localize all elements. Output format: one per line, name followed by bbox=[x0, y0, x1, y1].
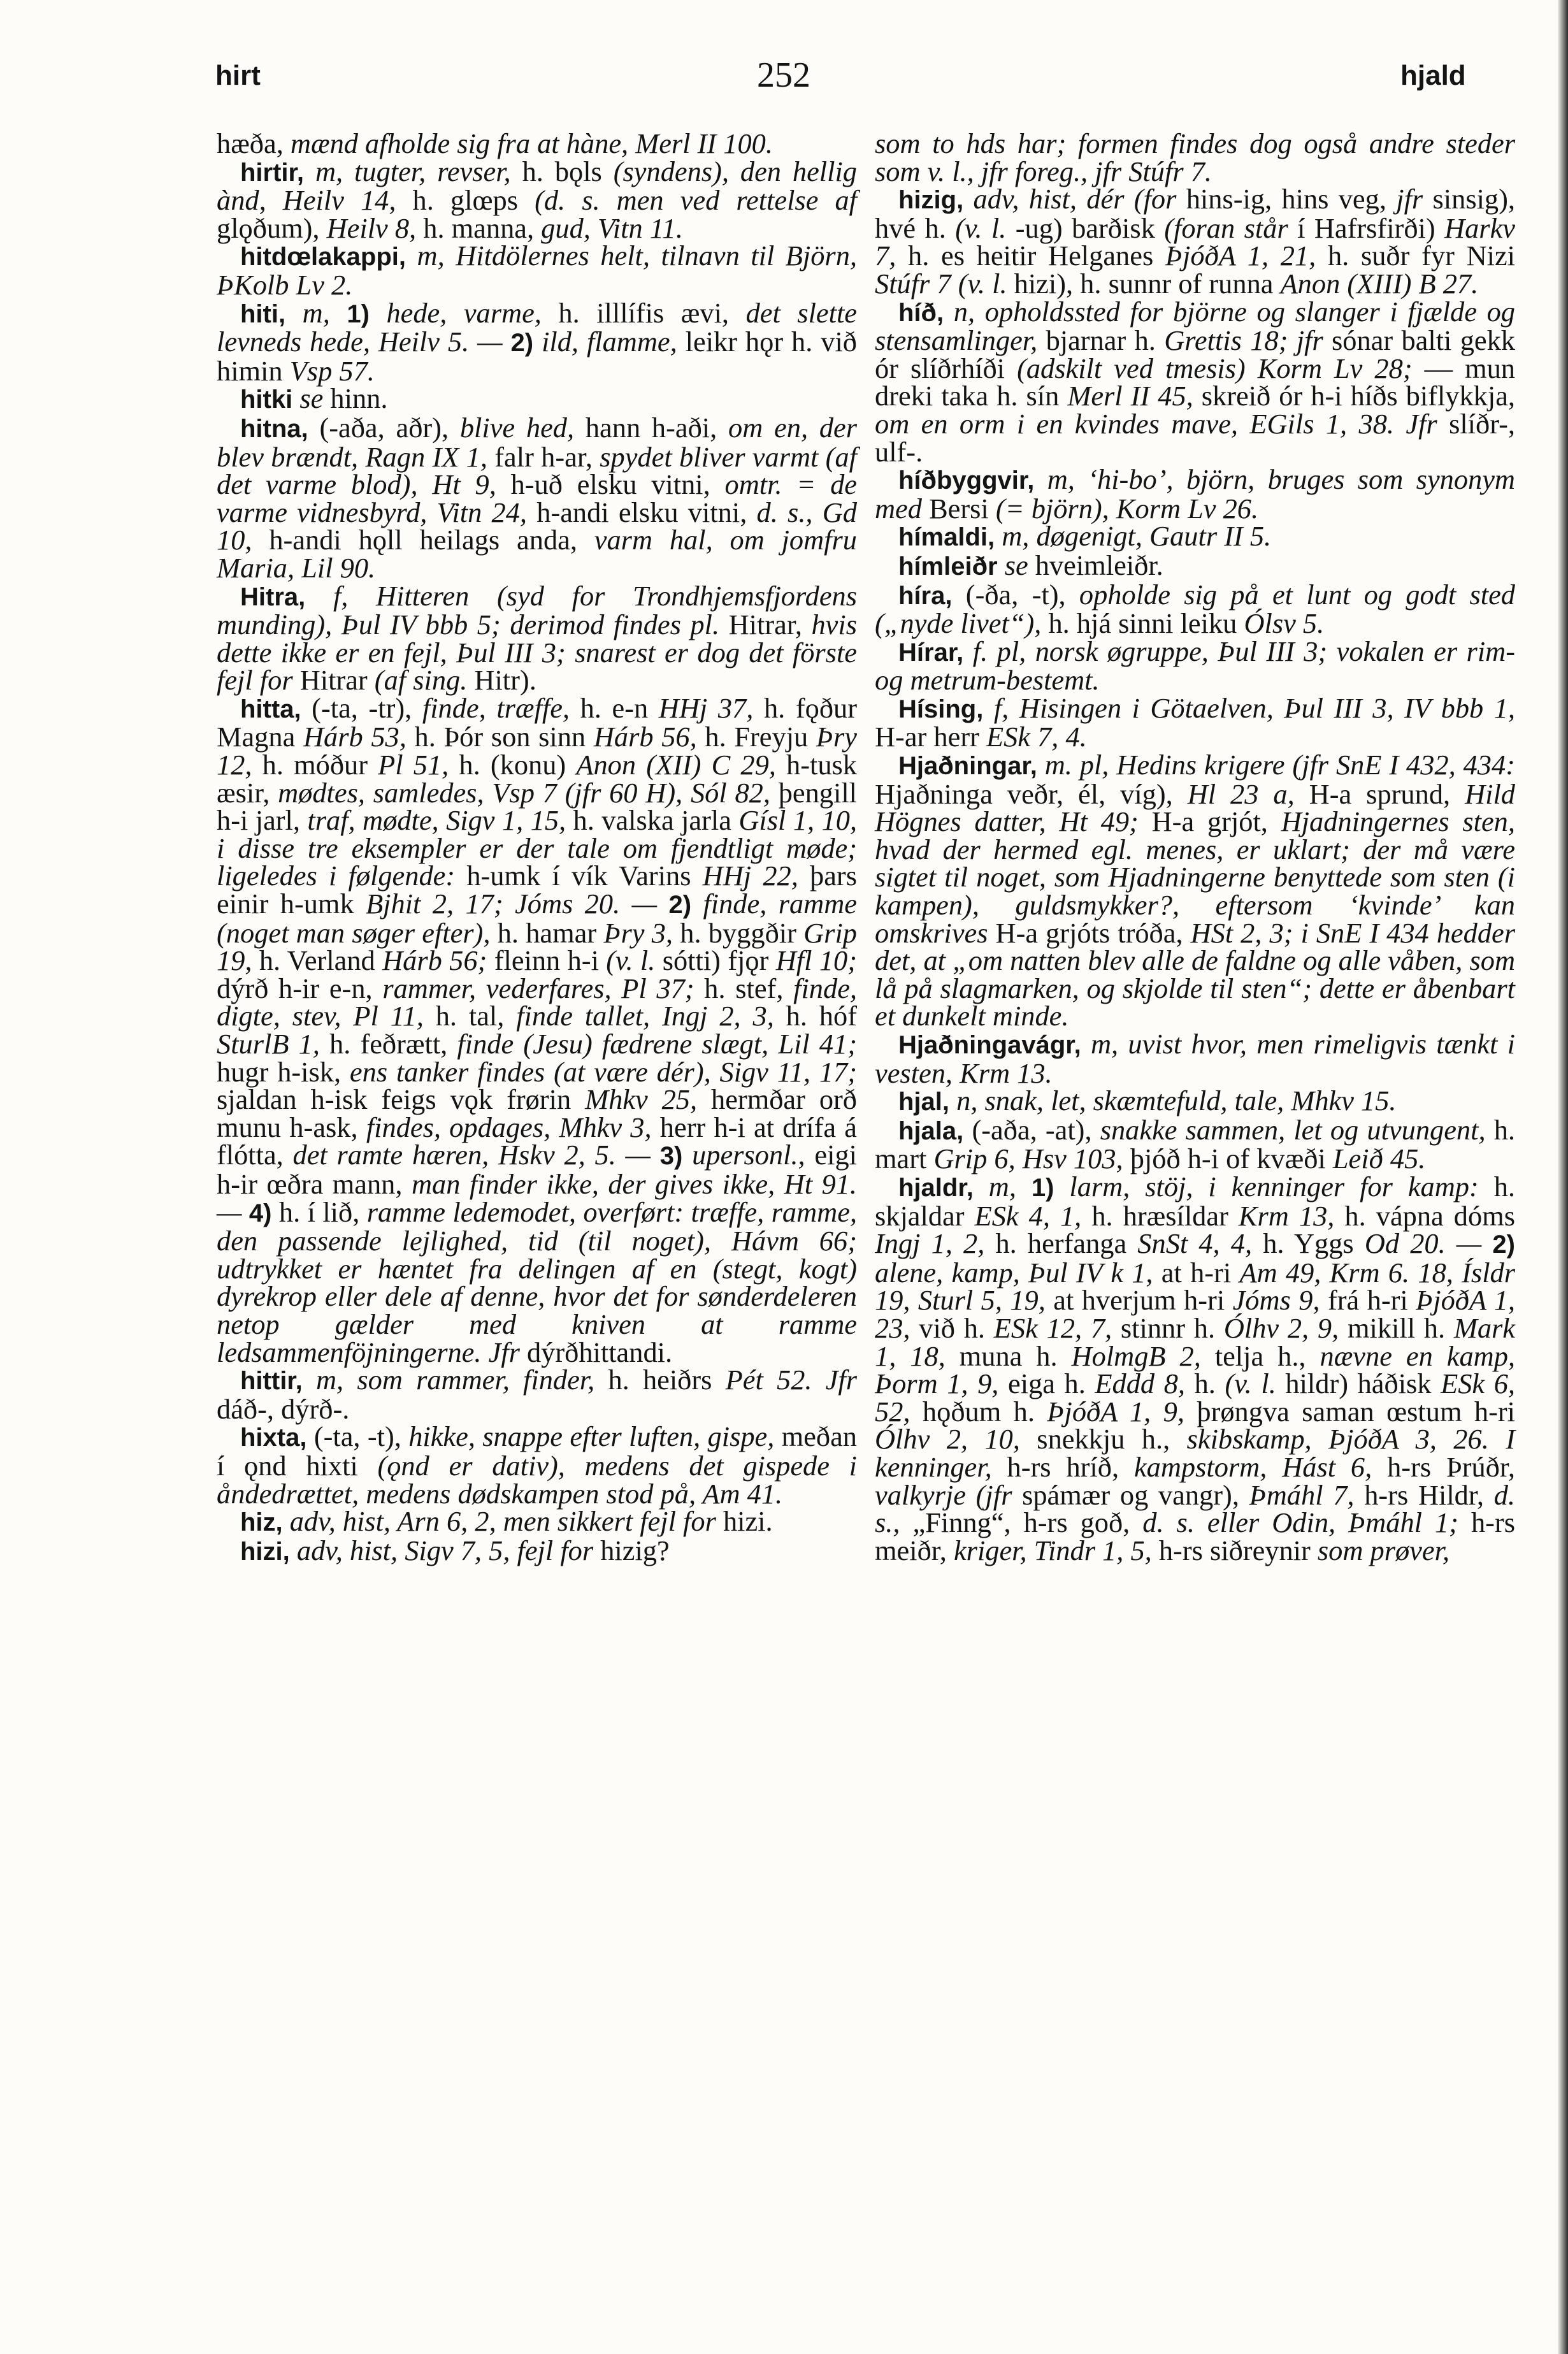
entry-gloss: spydet bliver varmt (af det varme blod), Ht 9, bbox=[217, 440, 857, 501]
entry-gloss: Bjhit 2, 17; Jóms 20. — bbox=[366, 888, 669, 920]
entry-gloss: Pl 51, bbox=[378, 749, 459, 781]
entry-gloss: Ólhv 2, 9, bbox=[1223, 1311, 1348, 1344]
entry-text: h-rs siðreynir bbox=[1158, 1534, 1318, 1566]
entry-gloss: mødtes, samledes, Vsp 7 (jfr 60 H), Sól 82, bbox=[278, 776, 779, 809]
entry-text: h. hamar bbox=[497, 916, 604, 949]
entry-gloss: hvis dette ikke er en fejl, Þul III 3; snarest er dog det förste fejl for bbox=[217, 609, 857, 697]
entry-gloss: ESk 4, 1, bbox=[974, 1199, 1092, 1232]
entry-text: við h. bbox=[919, 1311, 994, 1344]
entry-text: snekkju h., bbox=[1037, 1423, 1187, 1455]
headword: hirtir, bbox=[240, 158, 315, 187]
entry-gloss: m, bbox=[302, 296, 347, 329]
entry-text: (-ða, -t), bbox=[965, 578, 1079, 610]
entry-text: H-a sprund, bbox=[1309, 777, 1465, 810]
entry-gloss: traf, mødte, Sigv 1, 15, bbox=[307, 804, 573, 837]
entry-gloss: Leið 45. bbox=[1332, 1143, 1426, 1175]
entry-text: sótti) fjǫr bbox=[662, 944, 776, 977]
dictionary-entry bbox=[875, 520, 1515, 552]
dictionary-entry bbox=[875, 1030, 1515, 1087]
entry-text: h-rs Þrúðr, bbox=[1387, 1450, 1515, 1483]
dictionary-entry bbox=[875, 751, 1515, 1030]
entry-gloss: (= björn), Korm Lv 26. bbox=[995, 492, 1259, 524]
entry-text: hizig? bbox=[600, 1534, 670, 1566]
entry-text: hizi), h. sunnr of runna bbox=[1014, 267, 1281, 300]
entry-gloss: Heilv 8, bbox=[326, 212, 424, 244]
entry-gloss: (d. s. men ved rettelse af bbox=[535, 184, 857, 217]
entry-text: hildr) háðisk bbox=[1285, 1368, 1441, 1400]
headword: hímleiðr bbox=[898, 552, 1005, 581]
entry-text: h-tusk æsir, bbox=[217, 749, 857, 809]
entry-gloss: man finder ikke, der gives ikke, Ht 91. — bbox=[217, 1167, 857, 1228]
headword: hiti, bbox=[240, 300, 303, 328]
entry-text: h-uð elsku vitni, bbox=[510, 468, 725, 501]
entry-text: þengill h-i jarl, bbox=[217, 776, 857, 837]
page-edge-shadow bbox=[1558, 0, 1568, 2354]
entry-gloss: omtr. = de varme vidnesbyrd, Vitn 24, bbox=[217, 468, 857, 528]
entry-gloss: HSt 2, 3; i SnE I 434 hedder det, at „om natten blev alle de faldne og alle våben, som lå på slagmarken, og skjolde til sten“; dette er åbenbart et dunkelt minde. bbox=[875, 916, 1516, 1032]
entry-gloss: nævne en kamp, Þorm 1, 9, bbox=[875, 1339, 1515, 1400]
entry-gloss: (v. l. bbox=[606, 944, 663, 977]
entry-text: Hitrar, bbox=[728, 609, 812, 641]
entry-gloss: Grip 19, bbox=[217, 916, 857, 977]
entry-text: dýrð h-ir e-n, bbox=[217, 972, 383, 1004]
dictionary-entry bbox=[875, 1170, 1516, 1566]
entry-gloss: Od 20. — bbox=[1364, 1227, 1493, 1260]
entry-text: bjarnar h. bbox=[1046, 324, 1165, 357]
entry-gloss: SnSt 4, 4, bbox=[1137, 1227, 1263, 1260]
entry-gloss: kampstorm, Hást 6, bbox=[1133, 1450, 1388, 1483]
headword: hitki bbox=[240, 386, 300, 414]
entry-text: h. heiðrs bbox=[608, 1364, 726, 1396]
headword: Hísing, bbox=[898, 695, 994, 723]
entry-text: h. (konu) bbox=[459, 749, 577, 781]
dictionary-entry bbox=[217, 155, 857, 244]
entry-gloss: kriger, Tindr 1, 5, bbox=[953, 1534, 1159, 1566]
entry-gloss: snakke sammen, let og utvungent, bbox=[1100, 1113, 1494, 1146]
entry-text: h. Þór son sinn bbox=[414, 721, 594, 753]
entry-text: fleinn h-i bbox=[494, 944, 607, 977]
entry-text: h-umk í vík Varins bbox=[466, 860, 703, 892]
page-number: 252 bbox=[757, 55, 810, 95]
entry-gloss: Hárb 56; bbox=[382, 944, 494, 977]
entry-gloss: m, tugter, revser, bbox=[315, 155, 522, 187]
entry-gloss: mænd afholde sig fra at hàne, Merl II 100. bbox=[290, 127, 773, 159]
dictionary-entry bbox=[875, 691, 1515, 753]
entry-text: h. glœps bbox=[412, 184, 535, 217]
entry-gloss: adv, hist, Arn 6, 2, men sikkert fejl for bbox=[289, 1505, 723, 1538]
entry-gloss: Krm 13, bbox=[1238, 1199, 1345, 1232]
entry-text: hugr h-isk, bbox=[217, 1055, 350, 1088]
entry-gloss: blive hed, bbox=[459, 411, 586, 444]
entry-text: dáð-, dýrð-. bbox=[217, 1392, 350, 1425]
entry-gloss: det slette levneds hede, Heilv 5. — bbox=[217, 296, 857, 358]
headword: hittir, bbox=[240, 1367, 316, 1396]
entry-gloss: Hl 23 a, bbox=[1187, 777, 1309, 810]
left-column bbox=[217, 127, 858, 1566]
entry-gloss: ESk 6, 52, bbox=[875, 1368, 1515, 1427]
entry-gloss: om en orm i en kvindes mave, EGils 1, 38. Jfr bbox=[875, 407, 1449, 440]
dictionary-entry bbox=[875, 1087, 1515, 1116]
entry-text: h-rs meiðr, bbox=[875, 1506, 1515, 1566]
header-guide-word-left: hirt bbox=[215, 60, 261, 91]
entry-gloss: varm hal, om jomfru Maria, Lil 90. bbox=[217, 524, 857, 584]
entry-gloss: (adskilt ved tmesis) Korm Lv 28; bbox=[1017, 352, 1425, 384]
entry-gloss: om en, der blev brændt, Ragn IX 1, bbox=[217, 411, 857, 473]
entry-text: hæða, bbox=[217, 127, 291, 159]
entry-gloss: Mark 1, 18, bbox=[875, 1311, 1515, 1372]
entry-gloss: Grettis 18; jfr bbox=[1164, 324, 1332, 357]
entry-text: -ug) barðisk bbox=[1015, 212, 1165, 244]
entry-text: spámær og vangr), bbox=[1022, 1478, 1249, 1511]
headword: hixta, bbox=[240, 1424, 314, 1452]
entry-text: muna h. bbox=[959, 1339, 1072, 1372]
entry-gloss: valkyrje (jfr bbox=[875, 1478, 1023, 1511]
dictionary-entry bbox=[217, 242, 857, 299]
running-head bbox=[0, 55, 1568, 106]
entry-gloss: se bbox=[1004, 549, 1035, 581]
entry-text: (-ta, -tr), bbox=[312, 691, 422, 724]
entry-gloss: f. pl, norsk øgruppe, Þul III 3; vokalen er rim- og metrum-bestemt. bbox=[875, 635, 1515, 697]
entry-gloss: Pét 52. Jfr bbox=[725, 1364, 857, 1396]
entry-text: h. Verland bbox=[259, 944, 383, 977]
headword: hjaldr, bbox=[898, 1173, 989, 1202]
entry-gloss: HolmgB 2, bbox=[1071, 1339, 1215, 1372]
entry-gloss: Þry 3, bbox=[603, 916, 680, 949]
header-guide-word-right: hjald bbox=[1400, 60, 1466, 91]
entry-gloss: (v. l. bbox=[1225, 1368, 1286, 1400]
entry-gloss: hede, varme, bbox=[386, 296, 559, 329]
entry-gloss: ens tanker findes (at være dér), Sigv 11, 17; bbox=[349, 1055, 857, 1088]
dictionary-entry bbox=[217, 1505, 857, 1538]
entry-gloss: rammer, vederfares, Pl 37; bbox=[382, 972, 705, 1004]
entry-text: h. Yggs bbox=[1263, 1227, 1365, 1260]
entry-text: eiga h. bbox=[1008, 1368, 1095, 1400]
entry-gloss: Þmáhl 7, bbox=[1249, 1478, 1365, 1511]
entry-gloss: hikke, snappe efter luften, gispe, bbox=[408, 1420, 782, 1453]
entry-text: h. herfanga bbox=[995, 1227, 1138, 1260]
entry-text: h-rs Hildr, bbox=[1364, 1478, 1494, 1511]
entry-text: hermðar orð munu h-ask, bbox=[217, 1083, 858, 1143]
entry-gloss: Vsp 57. bbox=[289, 354, 375, 387]
entry-gloss: Eddd 8, bbox=[1095, 1368, 1195, 1400]
entry-gloss: alene, kamp, Þul IV k 1, bbox=[875, 1256, 1162, 1289]
entry-text: (-aða, -at), bbox=[972, 1113, 1100, 1146]
entry-text: Hitr). bbox=[474, 664, 536, 697]
entry-text: h. feðrætt, bbox=[329, 1028, 457, 1060]
dictionary-entry bbox=[875, 549, 1515, 581]
entry-gloss: finde, digte, stev, Pl 11, bbox=[217, 972, 857, 1032]
entry-text: h. fǫður Magna bbox=[217, 691, 857, 753]
entry-text: glǫðum), bbox=[217, 212, 327, 244]
dictionary-entry bbox=[217, 1366, 857, 1423]
entry-gloss: m, ‘hi-bo’, björn, bruges som synonym med bbox=[875, 463, 1515, 524]
entry-gloss: HHj 37, bbox=[658, 691, 764, 724]
entry-gloss: m. pl, Hedins krigere (jfr SnE I 432, 434: bbox=[1044, 749, 1515, 781]
entry-text: h. es heitir Helganes bbox=[908, 240, 1165, 272]
entry-gloss: ild, flamme, bbox=[542, 326, 686, 358]
entry-text: þars einir h-umk bbox=[217, 860, 857, 920]
entry-text: h. móður bbox=[262, 749, 378, 781]
entry-text: H-ar herr bbox=[875, 721, 986, 753]
entry-gloss: Hárb 56, bbox=[593, 721, 705, 753]
headword: híra, bbox=[898, 581, 966, 610]
entry-gloss: se bbox=[299, 382, 331, 415]
entry-text: h. mart bbox=[875, 1113, 1515, 1175]
entry-text: h. stef, bbox=[704, 972, 794, 1004]
entry-gloss: (ǫnd er dativ), medens det gispede i åndedrættet, medens dødskampen stod på, Am 41. bbox=[217, 1449, 857, 1510]
entry-gloss: Ólsv 5. bbox=[1244, 607, 1325, 640]
headword: Hjaðningar, bbox=[898, 752, 1045, 781]
dictionary-entry bbox=[217, 1534, 857, 1566]
headword: hitdœlakappi, bbox=[240, 243, 417, 271]
continued-entry bbox=[875, 127, 1515, 187]
headword: Hírar, bbox=[898, 638, 973, 667]
headword: hitta, bbox=[240, 695, 312, 723]
entry-gloss: Anon (XIII) B 27. bbox=[1280, 267, 1479, 300]
entry-gloss: finde (Jesu) fædrene slægt, Lil 41; bbox=[457, 1028, 857, 1060]
entry-text: hann h-aði, bbox=[585, 411, 729, 444]
entry-gloss: ESk 7, 4. bbox=[986, 721, 1087, 753]
entry-text: mikill h. bbox=[1347, 1311, 1454, 1344]
entry-text: þjóð h-i of kvæði bbox=[1130, 1143, 1333, 1175]
entry-gloss: larm, stöj, i kenninger for kamp: bbox=[1069, 1170, 1494, 1202]
dictionary-entry bbox=[875, 463, 1515, 524]
dictionary-entry bbox=[217, 411, 858, 584]
entry-gloss: finde, træffe, bbox=[422, 691, 580, 724]
dictionary-entry bbox=[875, 185, 1515, 298]
dictionary-entry bbox=[217, 1420, 857, 1510]
entry-gloss: (v. l. bbox=[955, 212, 1016, 244]
entry-gloss: finde, ramme (noget man søger efter), bbox=[217, 888, 857, 949]
entry-text: h. manna, bbox=[423, 212, 542, 244]
entry-text: stinnr h. bbox=[1120, 1311, 1224, 1344]
entry-text: eigi h-ir œðra mann, bbox=[217, 1139, 857, 1200]
sense-number: 2) bbox=[668, 891, 703, 920]
entry-text: í Hafrsfirði) bbox=[1297, 212, 1445, 244]
dictionary-entry bbox=[875, 635, 1515, 697]
entry-text: h. Freyju bbox=[705, 721, 816, 753]
entry-gloss: Harkv 7, bbox=[875, 212, 1515, 272]
entry-gloss: f, Hisingen i Götaelven, Þul III 3, IV bbb 1, bbox=[993, 691, 1515, 724]
entry-gloss: m, bbox=[988, 1170, 1032, 1202]
entry-text: h. bbox=[1194, 1368, 1225, 1400]
entry-text: h. bǫls bbox=[522, 155, 614, 187]
entry-text: h. í lið, bbox=[278, 1195, 367, 1228]
headword: hiz, bbox=[240, 1508, 290, 1537]
entry-text: skreið ór h-i híðs biflykkja, bbox=[1201, 380, 1515, 412]
entry-gloss: Ingj 1, 2, bbox=[875, 1227, 996, 1260]
entry-text: — mun dreki taka h. sín bbox=[875, 352, 1515, 412]
entry-text: dýrðhittandi. bbox=[526, 1336, 673, 1368]
entry-text: hveimleiðr. bbox=[1035, 549, 1163, 581]
entry-text: h-andi hǫll heilags anda, bbox=[269, 524, 594, 556]
headword: hizig, bbox=[898, 186, 974, 215]
entry-gloss: (syndens), den hellig ànd, Heilv 14, bbox=[217, 155, 857, 217]
headword: hitna, bbox=[240, 414, 320, 443]
entry-text: h. e-n bbox=[580, 691, 659, 724]
entry-gloss: ÞjóðA 1, 21, bbox=[1165, 240, 1328, 272]
entry-gloss: m, som rammer, finder, bbox=[316, 1364, 608, 1396]
entry-text: h. hræsíldar bbox=[1091, 1199, 1239, 1232]
entry-gloss: Anon (XII) C 29, bbox=[576, 749, 787, 781]
entry-text: (-ta, -t), bbox=[313, 1420, 409, 1453]
sense-number: 3) bbox=[659, 1142, 693, 1171]
entry-gloss: (foran står bbox=[1164, 212, 1298, 244]
entry-gloss: adv, hist, dér (for bbox=[973, 183, 1186, 215]
entry-text: sónar balti gekk ór slíðrhíði bbox=[875, 324, 1515, 384]
entry-text: h. suðr fyr Nizi bbox=[1327, 240, 1515, 272]
entry-text: slíðr-, ulf-. bbox=[875, 407, 1515, 468]
sense-number: 4) bbox=[248, 1199, 279, 1227]
entry-text: sinsig), hvé h. bbox=[875, 183, 1516, 244]
continued-entry bbox=[217, 127, 857, 159]
entry-gloss: Gísl 1, 10, i disse tre eksempler er der tale om fjendtligt møde; ligeledes i følgende: bbox=[217, 804, 857, 892]
entry-text: h. hjá sinni leiku bbox=[1048, 607, 1244, 640]
entry-gloss: Hjadningernes sten, hvad der hermed egl. menes, er uklart; der må være sigtet til noget, som Hjadningerne benyttede som sten (i kampen), guldsmykker?, eftersom ‘kvinde’ kan omskrives bbox=[875, 805, 1515, 949]
entry-text: Bersi bbox=[929, 492, 996, 524]
entry-text: falr h-ar, bbox=[494, 440, 600, 473]
entry-gloss: Hfl 10; bbox=[775, 944, 857, 977]
entry-text: at h-ri bbox=[1161, 1256, 1240, 1289]
entry-text: h-rs hríð, bbox=[1007, 1450, 1134, 1483]
entry-text: H-a grjót, bbox=[1151, 805, 1281, 838]
sense-number: 2) bbox=[510, 329, 542, 357]
sense-number: 1) bbox=[347, 300, 387, 328]
entry-text: at hverjum h-ri bbox=[1053, 1284, 1233, 1317]
entry-gloss: m, uvist hvor, men rimeligvis tænkt i vesten, Krm 13. bbox=[875, 1028, 1515, 1089]
entry-text: frá h-ri bbox=[1327, 1284, 1416, 1317]
entry-text: sjaldan h-isk feigs vǫk frørin bbox=[217, 1083, 586, 1116]
sense-number: 2) bbox=[1492, 1231, 1515, 1259]
entry-text: Hitrar bbox=[299, 664, 375, 697]
entry-gloss: det ramte hæren, Hskv 2, 5. — bbox=[292, 1139, 660, 1171]
entry-gloss: skibskamp, ÞjóðA 3, 26. I kenninger, bbox=[875, 1423, 1515, 1483]
entry-text: herr h-i at drífa á flótta, bbox=[217, 1111, 858, 1171]
entry-gloss: d. s. eller Odin, Þmáhl 1; bbox=[1142, 1506, 1471, 1539]
dictionary-entry bbox=[875, 295, 1515, 468]
entry-gloss: Am 49, Krm 6. 18, Ísldr 19, Sturl 5, 19, bbox=[875, 1256, 1516, 1317]
entry-text: h. valska jarla bbox=[573, 804, 739, 837]
entry-gloss: n, opholdssted for björne og slanger i fjælde og stensamlinger, bbox=[875, 295, 1515, 357]
entry-text: h. hóf bbox=[786, 1000, 857, 1032]
headword: hjal, bbox=[898, 1088, 957, 1116]
entry-text: hins-ig, hins veg, bbox=[1186, 183, 1397, 215]
entry-gloss: adv, hist, Sigv 7, 5, fejl for bbox=[296, 1534, 601, 1566]
entry-gloss: Mhkv 25, bbox=[585, 1083, 712, 1116]
entry-text: h. skjaldar bbox=[875, 1170, 1515, 1232]
entry-text: (-aða, aðr), bbox=[319, 411, 460, 444]
entry-gloss: f, Hitteren (syd for Trondhjemsfjordens munding), Þul IV bbb 5; derimod findes pl. bbox=[217, 579, 857, 641]
entry-text: hǫðum h. bbox=[922, 1395, 1047, 1427]
entry-gloss: n, snak, let, skæmtefuld, tale, Mhkv 15. bbox=[956, 1085, 1397, 1117]
entry-gloss: upersonl., bbox=[692, 1139, 815, 1171]
entry-gloss: gud, Vitn 11. bbox=[541, 212, 683, 244]
entry-text: h-andi elsku vitni, bbox=[536, 496, 757, 528]
entry-gloss: Hárb 53, bbox=[303, 721, 415, 753]
entry-gloss: opholde sig på et lunt og godt sted („nyde livet“), bbox=[875, 578, 1515, 640]
entry-text: „Finng“, h-rs goð, bbox=[912, 1506, 1143, 1539]
entry-text: h. tal, bbox=[435, 1000, 517, 1032]
entry-gloss: m, døgenigt, Gautr II 5. bbox=[1002, 520, 1272, 552]
entry-gloss: finde tallet, Ingj 2, 3, bbox=[516, 1000, 786, 1032]
entry-gloss: d. s., bbox=[875, 1478, 1515, 1539]
entry-text: hinn. bbox=[330, 382, 388, 415]
entry-gloss: Ólhv 2, 10, bbox=[875, 1423, 1037, 1455]
entry-text: Hjaðninga veðr, él, víg), bbox=[875, 777, 1188, 810]
dictionary-entry bbox=[875, 1113, 1515, 1175]
entry-text: hizi. bbox=[723, 1505, 773, 1538]
sense-number: 1) bbox=[1031, 1173, 1070, 1202]
entry-gloss: SturlB 1, bbox=[217, 1028, 330, 1060]
entry-gloss: ESk 12, 7, bbox=[993, 1311, 1121, 1344]
dictionary-entry bbox=[217, 382, 857, 415]
right-column bbox=[875, 127, 1516, 1566]
entry-gloss: Grip 6, Hsv 103, bbox=[933, 1143, 1130, 1175]
entry-text: meðan í ǫnd hixti bbox=[217, 1420, 857, 1482]
entry-gloss: jfr bbox=[1396, 183, 1433, 215]
headword: híð, bbox=[898, 298, 954, 327]
entry-gloss: findes, opdages, Mhkv 3, bbox=[366, 1111, 660, 1143]
entry-gloss: Merl II 45, bbox=[1067, 380, 1202, 412]
entry-gloss: HHj 22, bbox=[702, 860, 810, 892]
entry-gloss: ramme ledemodet, overført: træffe, ramme, den passende lejlighed, tid (til noget), Hávm 66; udtrykket er hæntet fra delingen af en (stegt, kogt) dyrekrop eller dele af denne, hvor det for sønderdeleren netop gælder med kniven at ramme ledsammenföjningerne. Jfr bbox=[217, 1195, 857, 1368]
dictionary-entry bbox=[217, 296, 857, 387]
dictionary-entry bbox=[217, 579, 857, 697]
entry-gloss: Hild Högnes datter, Ht 49; bbox=[875, 777, 1515, 838]
headword: hizi, bbox=[240, 1537, 297, 1566]
entry-text: H-a grjóts tróða, bbox=[995, 916, 1191, 949]
dictionary-entry bbox=[875, 578, 1515, 640]
headword: hímaldi, bbox=[898, 523, 1002, 552]
entry-text: telja h., bbox=[1214, 1339, 1320, 1372]
entry-gloss: m, Hitdölernes helt, tilnavn til Björn, ÞKolb Lv 2. bbox=[217, 240, 857, 301]
headword: Hitra, bbox=[240, 582, 333, 611]
headword: Hjaðningavágr, bbox=[898, 1031, 1091, 1059]
entry-gloss: d. s., Gd 10, bbox=[217, 496, 858, 556]
entry-text: h. illlífis ævi, bbox=[558, 296, 746, 329]
entry-text: þrøngva saman œstum h-ri bbox=[1197, 1395, 1515, 1427]
entry-gloss: ÞjóðA 1, 23, bbox=[875, 1284, 1516, 1344]
headword: híðbyggvir, bbox=[898, 466, 1047, 495]
entry-text: h. byggðir bbox=[680, 916, 804, 949]
entry-gloss: (af sing. bbox=[374, 664, 475, 697]
entry-gloss: som to hds har; formen findes dog også andre steder som v. l., jfr foreg., jfr Stúfr 7. bbox=[875, 127, 1515, 187]
entry-text: leikr hǫr h. við himin bbox=[217, 326, 857, 387]
entry-gloss: Þry 12, bbox=[217, 721, 857, 781]
headword: hjala, bbox=[898, 1116, 972, 1145]
entry-gloss: Jóms 9, bbox=[1232, 1284, 1328, 1317]
entry-gloss: som prøver, bbox=[1317, 1534, 1450, 1566]
entry-text: h. vápna dóms bbox=[1344, 1199, 1515, 1232]
entry-gloss: ÞjóðA 1, 9, bbox=[1047, 1395, 1197, 1427]
entry-gloss: Stúfr 7 (v. l. bbox=[875, 267, 1014, 300]
dictionary-entry bbox=[217, 691, 858, 1368]
